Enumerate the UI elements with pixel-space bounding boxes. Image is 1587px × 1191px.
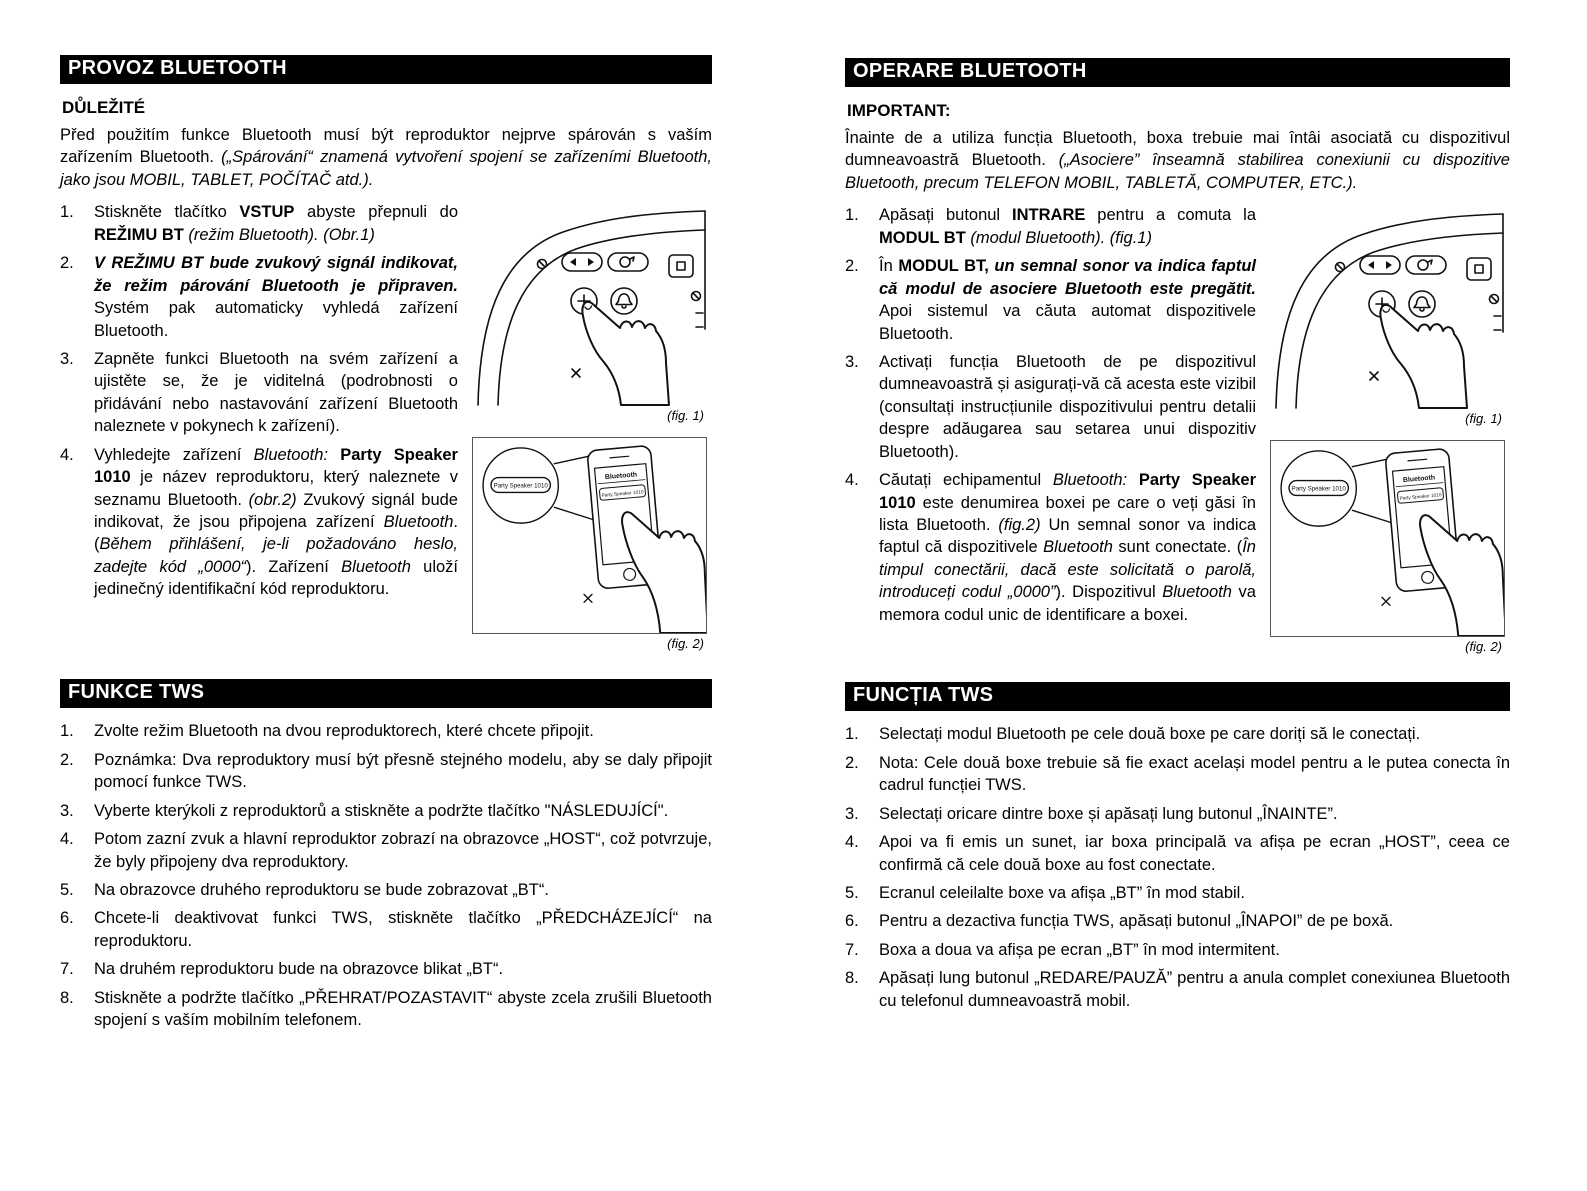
list-number: 3. xyxy=(845,804,859,823)
list-text: V REŽIMU BT bude zvukový signál indikovat, že režim párování Bluetooth je připraven. Systém pak automaticky vyhledá zařízení Bluetooth. xyxy=(94,254,458,340)
list-item xyxy=(60,987,712,1032)
list-number: 7. xyxy=(60,960,74,979)
list-item xyxy=(60,201,458,246)
list-number: 4. xyxy=(845,471,859,490)
section-header-provoz-bluetooth xyxy=(60,55,712,84)
callout-label: Party Speaker 1010 xyxy=(493,482,548,490)
list-text: Na druhém reproduktoru bude na obrazovce blikat „BT“. xyxy=(94,960,504,979)
list-text: Vyhledejte zařízení Bluetooth: Party Speaker 1010 je název reproduktoru, který naleznete v seznamu Bluetooth. (obr.2) Zvukový signál bude indikovat, že jsou připojena zařízení Bluetooth. (Během přihlášení, je-li požadováno heslo, zadejte kód „0000“). Zařízení Bluetooth uloží jedinečný identifikační kód reproduktoru. xyxy=(94,445,458,599)
list-text: Vyberte kterýkoli z reproduktorů a stiskněte a podržte tlačítko "NÁSLEDUJÍCÍ". xyxy=(94,801,669,820)
list-text: Apăsați lung butonul „REDARE/PAUZĂ” pentru a anula complet conexiunea Bluetooth cu telefonul dumneavoastră mobil. xyxy=(879,969,1510,1010)
list-number: 3. xyxy=(60,349,74,368)
list-number: 1. xyxy=(845,725,859,744)
figures-column xyxy=(1270,204,1510,668)
list-item xyxy=(60,444,458,601)
stop-button-icon xyxy=(669,255,693,277)
section-header-funkce-tws xyxy=(60,679,712,708)
list-text: Selectați modul Bluetooth pe cele două boxe pe care doriți să le conectați. xyxy=(879,725,1421,744)
figure-1 xyxy=(1270,204,1510,426)
list-number: 1. xyxy=(845,206,859,225)
list-number: 5. xyxy=(845,883,859,902)
list-item xyxy=(845,939,1510,961)
list-item xyxy=(60,907,712,952)
list-text: Apăsați butonul INTRARE pentru a comuta la MODUL BT (modul Bluetooth). (fig.1) xyxy=(879,206,1256,247)
home-button-icon xyxy=(623,568,636,581)
list-item xyxy=(845,967,1510,1012)
home-button-icon xyxy=(1421,571,1434,584)
sparkle-mark-icon xyxy=(572,369,580,377)
list-text: Zapněte funkci Bluetooth na svém zařízení a ujistěte se, že je viditelná (podrobnosti o přidávání nebo nastavování zařízení Bluetooth naleznete v pokynech k zařízení). xyxy=(94,349,458,436)
list-text: Poznámka: Dva reproduktory musí být přesně stejného modelu, aby se daly připojit pomocí funkce TWS. xyxy=(94,750,712,792)
list-item xyxy=(845,255,1256,345)
list-text: Potom zazní zvuk a hlavní reproduktor zobrazí na obrazovce „HOST“, což potvrzuje, že byly připojeny dva reproduktory. xyxy=(94,830,712,871)
list-item xyxy=(845,469,1256,626)
list-item xyxy=(60,749,712,794)
list-item xyxy=(60,348,458,438)
phone-pairing-illustration xyxy=(472,437,707,634)
stop-button-icon xyxy=(1467,258,1491,280)
section-title: FUNCȚIA TWS xyxy=(853,684,994,707)
phone-list-item: Party Speaker 1010 xyxy=(1399,493,1442,503)
bt-steps-section xyxy=(60,201,712,665)
loop-button-icon xyxy=(608,253,648,271)
figure-2-caption: (fig. 2) xyxy=(667,636,704,652)
figure-2-caption: (fig. 2) xyxy=(1465,639,1502,655)
figure-1-caption: (fig. 1) xyxy=(667,408,704,424)
list-item xyxy=(845,882,1510,904)
list-number: 4. xyxy=(60,830,74,849)
prev-next-button-icon xyxy=(562,253,602,271)
figure-1-caption: (fig. 1) xyxy=(1465,411,1502,427)
list-text: Stiskněte tlačítko VSTUP abyste přepnuli do REŽIMU BT (režim Bluetooth). (Obr.1) xyxy=(94,203,458,244)
list-number: 2. xyxy=(845,753,859,772)
figure-1 xyxy=(472,201,712,423)
list-item xyxy=(845,752,1510,797)
list-text: Activați funcția Bluetooth de pe dispozitivul dumneavoastră și asigurați-vă că acesta este vizibil (consultați instrucțiunile dispozitivului pentru detalii despre adăugarea sau setarea unui dispozitiv Bluetooth). xyxy=(879,352,1256,461)
list-number: 6. xyxy=(60,909,74,928)
prev-next-button-icon xyxy=(1360,256,1400,274)
bell-button-icon xyxy=(611,288,637,314)
list-item xyxy=(60,828,712,873)
list-text: Stiskněte a podržte tlačítko „PŘEHRAT/POZASTAVIT“ abyste zcela zrušili Bluetooth spojení s vaším mobilním telefonem. xyxy=(94,988,712,1030)
list-text: Căutați echipamentul Bluetooth: Party Speaker 1010 este denumirea boxei pe care o veți găsi în lista Bluetooth. (fig.2) Un semnal sonor va indica faptul că dispozitivele Bluetooth sunt conectate. (În timpul conectării, dacă este solicitată o parolă, introduceți codul „0000”). Dispozitivul Bluetooth va memora codul unic de identificare a boxei. xyxy=(879,471,1256,624)
list-number: 6. xyxy=(845,912,859,931)
intro-paragraph: Înainte de a utiliza funcția Bluetooth, boxa trebuie mai întâi asociată cu dispozitivul dumneavoastră Bluetooth. („Asociere” înseamnă stabilirea conexiunii cu dispozitive Bluetooth, precum TELEFON MOBIL, TABLETĂ, COMPUTER, ETC.). xyxy=(845,129,1510,192)
list-item xyxy=(60,879,712,901)
list-text: Pentru a dezactiva funcția TWS, apăsați butonul „ÎNAPOI” de pe boxă. xyxy=(879,912,1394,931)
left-column xyxy=(60,55,712,1038)
list-item xyxy=(60,720,712,742)
list-number: 8. xyxy=(60,988,74,1007)
section-header-operare-bluetooth xyxy=(845,58,1510,87)
tws-steps-list xyxy=(845,723,1510,1012)
figure-2 xyxy=(1270,440,1510,654)
list-item xyxy=(60,252,458,342)
phone-screen-title: Bluetooth xyxy=(604,471,638,482)
phone-list-item: Party Speaker 1010 xyxy=(601,490,644,500)
section-title: PROVOZ BLUETOOTH xyxy=(68,57,287,79)
callout-label: Party Speaker 1010 xyxy=(1291,485,1346,493)
list-number: 4. xyxy=(60,445,74,464)
phone-screen-title: Bluetooth xyxy=(1402,474,1436,485)
important-heading: IMPORTANT: xyxy=(847,101,951,120)
bt-steps-section xyxy=(845,204,1510,668)
important-heading: DŮLEŽITÉ xyxy=(62,98,146,117)
speaker-panel-illustration xyxy=(472,201,707,406)
list-item xyxy=(845,803,1510,825)
list-item xyxy=(60,958,712,980)
list-item xyxy=(60,800,712,822)
list-text: Nota: Cele două boxe trebuie să fie exact același model pentru a le putea conecta în cadrul funcției TWS. xyxy=(879,753,1510,795)
list-item xyxy=(845,351,1256,463)
list-number: 2. xyxy=(845,257,859,276)
pointing-hand-icon xyxy=(582,302,669,405)
speaker-panel-illustration xyxy=(1270,204,1505,409)
list-text: Ecranul celeilalte boxe va afișa „BT” în mod stabil. xyxy=(879,883,1245,902)
right-column xyxy=(845,58,1510,1018)
intro-paragraph: Před použitím funkce Bluetooth musí být reproduktor nejprve spárován s vaším zařízením Bluetooth. („Spárování“ znamená vytvoření spojení se zařízeními Bluetooth, jako jsou MOBIL, TABLET, POČÍTAČ atd.). xyxy=(60,126,712,189)
list-number: 3. xyxy=(845,352,859,371)
list-text: Zvolte režim Bluetooth na dvou reproduktorech, které chcete připojit. xyxy=(94,722,594,741)
list-item xyxy=(845,723,1510,745)
sparkle-mark-icon xyxy=(1382,598,1390,606)
list-number: 2. xyxy=(60,750,74,769)
list-number: 1. xyxy=(60,203,74,222)
list-text: Na obrazovce druhého reproduktoru se bude zobrazovat „BT“. xyxy=(94,880,549,899)
list-text: Boxa a doua va afișa pe ecran „BT” în mod intermitent. xyxy=(879,940,1280,959)
loop-button-icon xyxy=(1406,256,1446,274)
phone-pairing-illustration xyxy=(1270,440,1505,637)
list-text: Chcete-li deaktivovat funkci TWS, stiskněte tlačítko „PŘEDCHÁZEJÍCÍ“ na reproduktoru. xyxy=(94,909,712,950)
sparkle-mark-icon xyxy=(1370,372,1378,380)
bt-steps-list xyxy=(845,204,1256,668)
list-number: 5. xyxy=(60,880,74,899)
list-number: 3. xyxy=(60,801,74,820)
list-text: În MODUL BT, un semnal sonor va indica faptul că modul de asociere Bluetooth este pregătit. Apoi sistemul va căuta automat dispozitivele Bluetooth. xyxy=(879,257,1256,343)
list-number: 1. xyxy=(60,722,74,741)
list-number: 8. xyxy=(845,969,859,988)
bt-steps-list xyxy=(60,201,458,665)
section-title: FUNKCE TWS xyxy=(68,681,205,704)
section-title: OPERARE BLUETOOTH xyxy=(853,60,1087,82)
pointing-hand-icon xyxy=(1380,305,1467,408)
figures-column xyxy=(472,201,712,665)
sparkle-mark-icon xyxy=(584,595,592,603)
tws-steps-list xyxy=(60,720,712,1031)
list-item xyxy=(845,204,1256,249)
list-text: Selectați oricare dintre boxe și apăsați lung butonul „ÎNAINTE”. xyxy=(879,804,1338,823)
section-header-functia-tws xyxy=(845,682,1510,711)
list-number: 2. xyxy=(60,254,74,273)
list-number: 4. xyxy=(845,833,859,852)
list-text: Apoi va fi emis un sunet, iar boxa principală va afișa pe ecran „HOST”, ceea ce confirmă că cele două boxe au fost conectate. xyxy=(879,833,1510,874)
figure-2 xyxy=(472,437,712,651)
list-number: 7. xyxy=(845,940,859,959)
list-item xyxy=(845,910,1510,932)
list-item xyxy=(845,831,1510,876)
bell-button-icon xyxy=(1409,291,1435,317)
